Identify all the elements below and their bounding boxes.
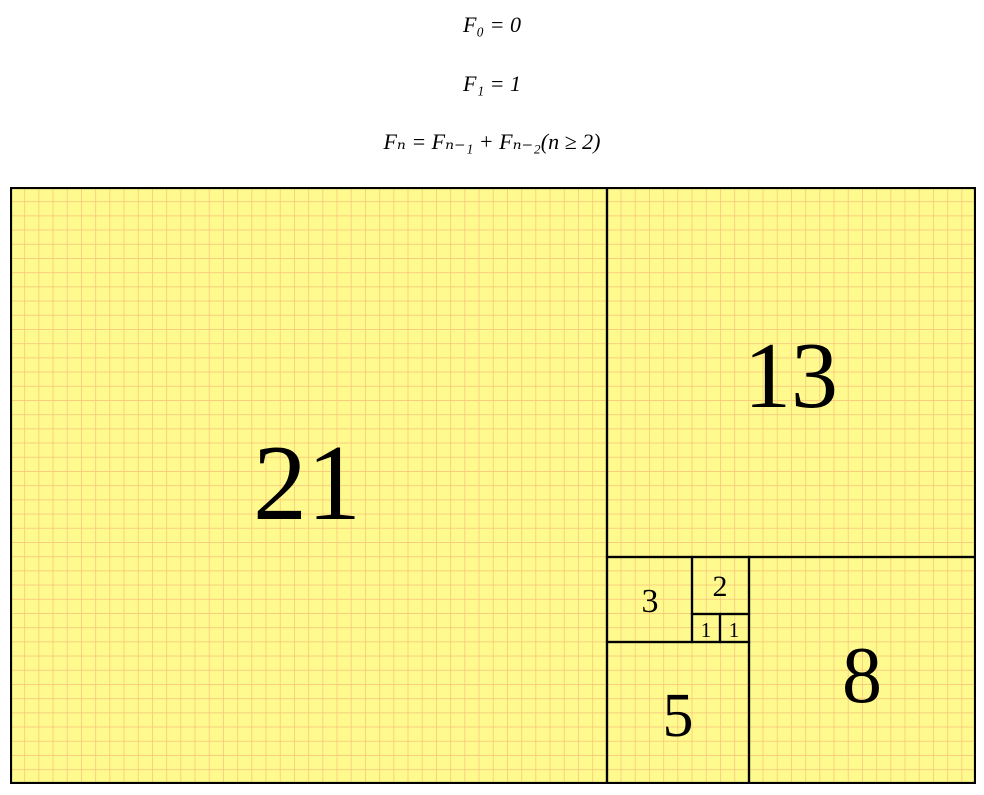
square-21-label: 21 (253, 424, 361, 543)
square-3-label: 3 (641, 583, 659, 620)
square-8-label: 8 (842, 632, 882, 720)
square-1-left-label: 1 (700, 618, 712, 642)
fibonacci-squares-svg (10, 187, 976, 784)
formula-f0: F₀ = 0 (463, 12, 521, 37)
formula-recurrence: Fₙ = Fₙ₋₁ + Fₙ₋₂(n ≥ 2) (383, 129, 601, 154)
square-5-label: 5 (662, 682, 694, 750)
square-13-label: 13 (744, 324, 838, 428)
background-grid (10, 187, 976, 784)
square-1-right-label: 1 (728, 618, 740, 642)
formula-f1: F₁ = 1 (463, 71, 521, 96)
fibonacci-squares-diagram (10, 187, 976, 784)
square-2-label: 2 (712, 570, 728, 603)
